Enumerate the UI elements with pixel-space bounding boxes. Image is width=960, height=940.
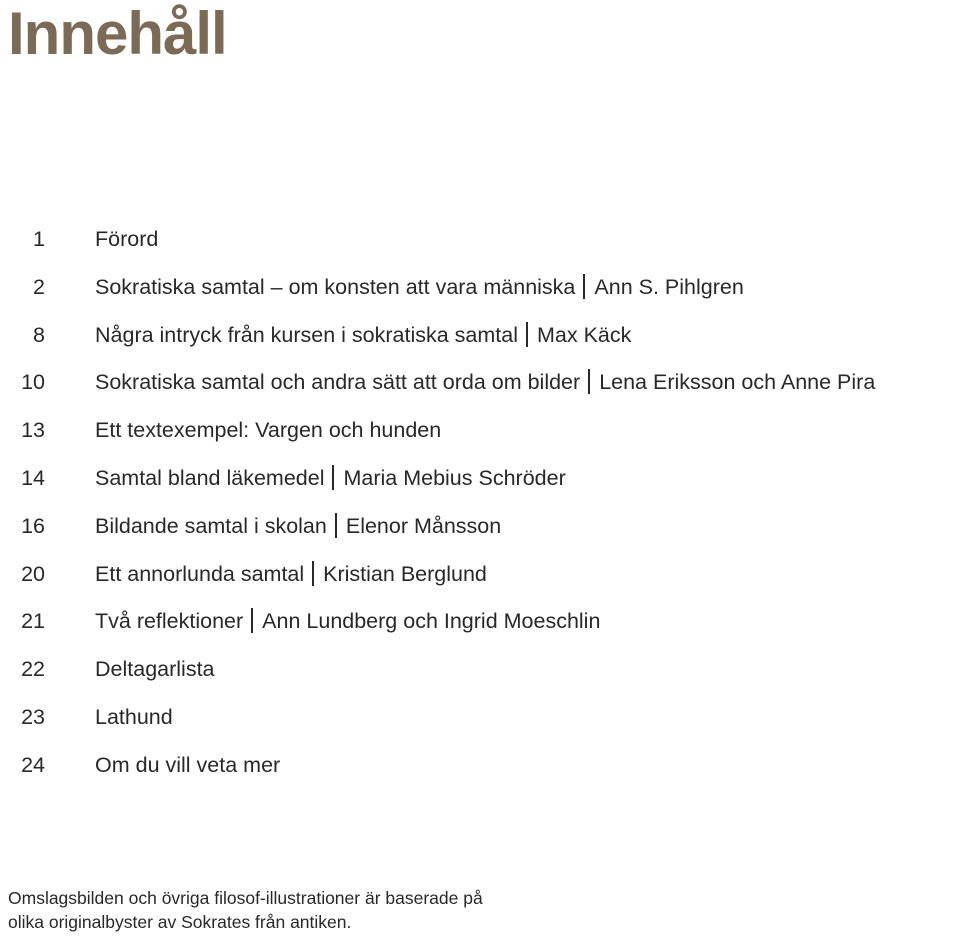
divider: [335, 513, 337, 538]
toc-author: Ann Lundberg och Ingrid Moeschlin: [262, 609, 601, 634]
page-title: Innehåll: [8, 0, 227, 67]
toc-entry-text: [95, 551, 487, 599]
toc-title: Två reflektioner: [95, 609, 244, 634]
toc-title: Ett textexempel: Vargen och hunden: [95, 418, 442, 443]
divider: [332, 465, 334, 490]
footnote-line-2: olika originalbyster av Sokrates från antiken.: [8, 912, 352, 932]
toc-page-number: 21: [21, 609, 45, 634]
toc-entry: [0, 646, 960, 694]
toc-page-number: 20: [21, 561, 45, 586]
toc-entry-text: [95, 407, 441, 455]
toc-entry-text: [95, 598, 600, 646]
toc-page-number: 16: [21, 513, 45, 538]
toc-title: Några intryck från kursen i sokratiska samtal: [95, 322, 518, 347]
toc-entry: [0, 503, 960, 551]
table-of-contents: [0, 216, 960, 790]
cover-image-note: [8, 886, 483, 934]
toc-author: Ann S. Pihlgren: [594, 274, 744, 299]
footnote-line-1: Omslagsbilden och övriga filosof-illustrationer är baserade på: [8, 888, 483, 908]
toc-page-number: 1: [33, 227, 45, 251]
divider: [312, 561, 314, 586]
toc-author: Max Käck: [536, 322, 632, 347]
toc-entry-text: [95, 264, 744, 312]
toc-page-number: 22: [21, 657, 45, 682]
toc-entry: [0, 694, 960, 742]
toc-page-number: 8: [33, 322, 45, 347]
divider: [583, 274, 585, 299]
toc-page-number: 23: [21, 704, 45, 729]
toc-author: Elenor Månsson: [345, 513, 502, 538]
toc-entry-text: [95, 694, 173, 742]
toc-title: Deltagarlista: [95, 657, 215, 682]
toc-author: Lena Eriksson och Anne Pira: [599, 370, 876, 395]
toc-entry-text: [95, 646, 215, 694]
divider: [588, 369, 590, 394]
toc-author: Kristian Berglund: [323, 561, 487, 586]
divider: [251, 608, 253, 633]
toc-entry: [0, 312, 960, 360]
toc-entry: [0, 407, 960, 455]
toc-title: Om du vill veta mer: [95, 752, 281, 777]
toc-entry: [0, 598, 960, 646]
toc-title: Förord: [95, 227, 159, 251]
toc-entry: [0, 216, 960, 264]
toc-title: Lathund: [95, 704, 173, 729]
toc-page-number: 13: [21, 418, 45, 443]
toc-entry-text: [95, 216, 158, 264]
toc-title: Samtal bland läkemedel: [95, 465, 325, 490]
toc-entry: [0, 359, 960, 407]
toc-entry: [0, 455, 960, 503]
toc-author: Maria Mebius Schröder: [343, 465, 566, 490]
toc-page-number: 24: [21, 752, 45, 777]
toc-title: Sokratiska samtal – om konsten att vara människa: [95, 274, 576, 299]
divider: [526, 322, 528, 347]
toc-entry: [0, 742, 960, 790]
toc-title: Ett annorlunda samtal: [95, 561, 305, 586]
toc-title: Bildande samtal i skolan: [95, 513, 327, 538]
toc-entry-text: [95, 503, 501, 551]
toc-entry-text: [95, 312, 631, 360]
toc-entry-text: [95, 359, 875, 407]
toc-entry: [0, 551, 960, 599]
toc-page-number: 2: [33, 274, 45, 299]
toc-entry-text: [95, 455, 566, 503]
toc-entry-text: [95, 742, 280, 790]
toc-page-number: 14: [21, 465, 45, 490]
toc-title: Sokratiska samtal och andra sätt att orda om bilder: [95, 370, 581, 395]
toc-page-number: 10: [21, 370, 45, 395]
toc-entry: [0, 264, 960, 312]
